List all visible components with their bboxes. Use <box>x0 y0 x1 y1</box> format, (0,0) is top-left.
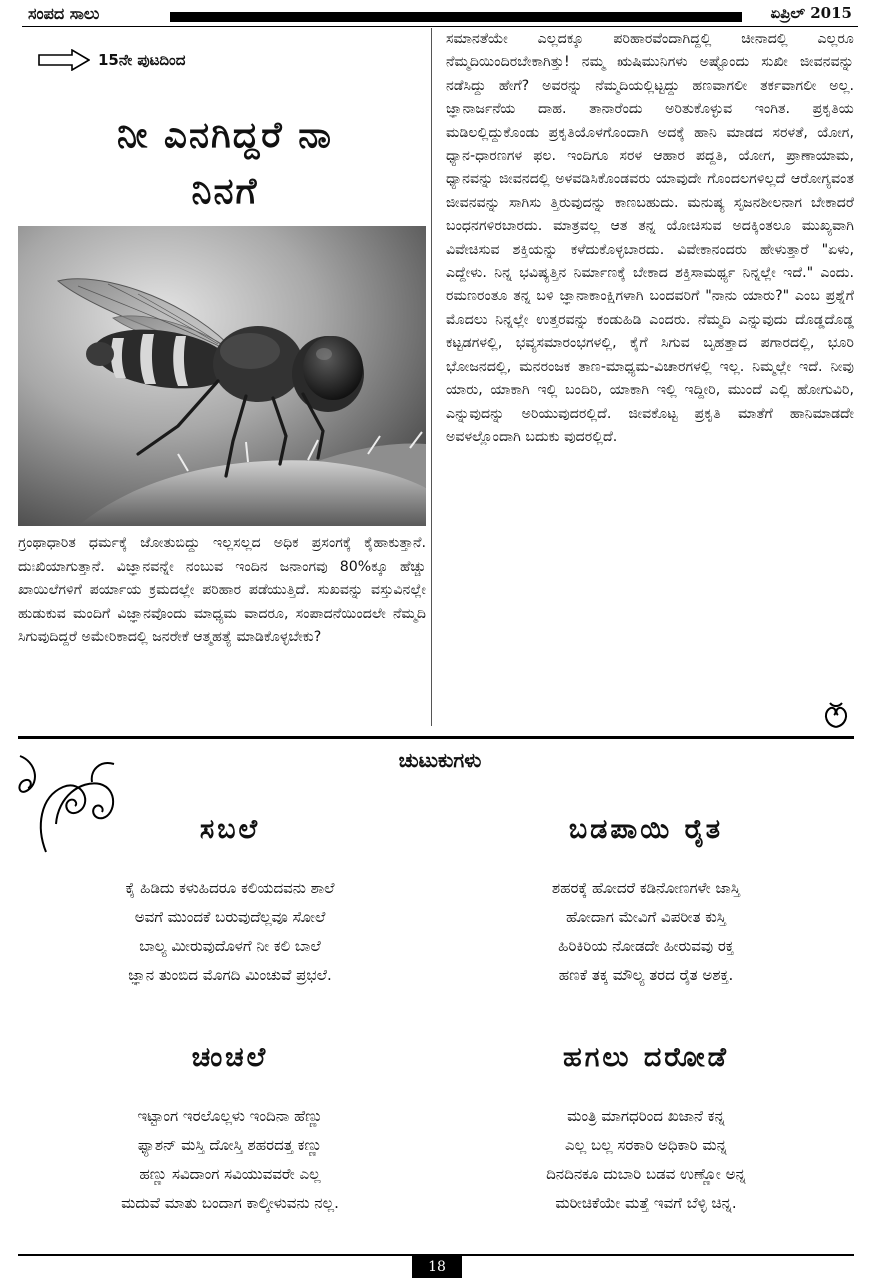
poem-lines <box>456 874 836 990</box>
poem-title: ಹಗಲು ದರೋಡೆ <box>563 1042 729 1073</box>
poem-line: ಹಿರಿಕಿರಿಯ ನೋಡದೇ ಹೀರುವವು ರಕ್ತ <box>558 937 734 955</box>
arrow-right-icon <box>38 49 90 71</box>
poem-line: ಕೈ ಹಿಡಿದು ಕಳುಹಿದರೂ ಕಲಿಯದವನು ಶಾಲೆ <box>125 879 335 897</box>
poem-line: ಎಲ್ಲ ಬಲ್ಲ ಸರಕಾರಿ ಅಧಿಕಾರಿ ಮನ್ನ <box>565 1136 727 1154</box>
poem-line: ಹಣಕೆ ತಕ್ಕ ಮೌಲ್ಯ ತರದ ರೈತ ಅಶಕ್ತ. <box>558 966 734 984</box>
poem-line: ಮಂತ್ರಿ ಮಾಗಧರಿಂದ ಖಜಾನೆ ಕನ್ನ <box>567 1107 725 1125</box>
article-title-line-1: ನೀ ಎನಗಿದ್ದರೆ ನಾ <box>116 115 333 156</box>
poem-lines <box>456 1102 836 1218</box>
continued-from-text: 15ನೇ ಪುಟದಿಂದ <box>98 51 186 69</box>
poem-title: ಚಂಚಲೆ <box>191 1042 269 1073</box>
poem-title: ಬಡಪಾಯಿ ರೈತ <box>568 814 724 845</box>
article-right-paragraph: ಸಮಾನತೆಯೇ ಎಲ್ಲದಕ್ಕೂ ಪರಿಹಾರವೆಂದಾಗಿದ್ದಲ್ಲಿ ಚೀನಾದಲ್ಲಿ ಎಲ್ಲರೂ ನೆಮ್ಮದಿಯಿಂದಿರಬೇಕಾಗಿತ್ತು! ನಮ್ಮ ಋಷಿಮುನಿಗಳು ಅಷ್ಟೊಂದು ಸುಖೀ ಜೀವನವನ್ನು ನಡೆಸಿದ್ದು ಹೇಗೆ? ಅವರನ್ನು ನೆಮ್ಮದಿಯಲ್ಲಿಟ್ಟದ್ದು ಹಣವಾಗಲೀ ತರ್ಕವಾಗಲೀ ಅಲ್ಲ. ಜ್ಞಾನಾರ್ಜನೆಯ ದಾಹ. ತಾನಾರೆಂದು ಅರಿತುಕೊಳ್ಳುವ ಇಂಗಿತ. ಪ್ರಕೃತಿಯ ಮಡಿಲಲ್ಲಿದ್ದುಕೊಂಡು ಪ್ರಕೃತಿಯೊಳಗೊಂದಾಗಿ ಅದಕ್ಕೆ ಹಾನಿ ಮಾಡದ ಸರಳತೆ, ಯೋಗ, ಧ್ಯಾನ-ಧಾರಣಗಳ ಫಲ. ಇಂದಿಗೂ ಸರಳ ಆಹಾರ ಪದ್ದತಿ, ಯೋಗ, ಪ್ರಾಣಾಯಾಮ, ಧ್ಯಾನವನ್ನು ಜೀವನದಲ್ಲಿ ಅಳವಡಿಸಿಕೊಂಡವರು ಯಾವುದೇ ಗೊಂದಲಗಳಿಲ್ಲದೆ ಆರೋಗ್ಯವಂತ ಜೀವನವನ್ನು ಸಾಗಿಸು ತ್ತಿರುವುದನ್ನು ಕಾಣಬಹುದು. ಮನುಷ್ಯ ಸೃಜನಶೀಲನಾಗ ಬೇಕಾದರೆ ಬಂಧನಗಳಿರಬಾರದು. ಮಾತ್ರವಲ್ಲ ಆತ ತನ್ನ ಯೋಚಿಸುವ ಅದಕ್ಕಿಂತಲೂ ಮುಖ್ಯವಾಗಿ ವಿವೇಚಿಸುವ ಶಕ್ತಿಯನ್ನು ಕಳೆದುಕೊಳ್ಳಬಾರದು. ವಿವೇಕಾನಂದರು ಹೇಳುತ್ತಾರೆ "ಏಳು, ಎದ್ದೇಳು. ನಿನ್ನ ಭವಿಷ್ಯತ್ತಿನ ನಿರ್ಮಾಣಕ್ಕೆ ಬೇಕಾದ ಶಕ್ತಿಸಾಮರ್ಥ್ಯ ನಿನ್ನಲ್ಲೇ ಇದೆ." ಎಂದು. ರಮಣರಂತೂ ತನ್ನ ಬಳಿ ಜ್ಞಾನಾಕಾಂಕ್ಷಿಗಳಾಗಿ ಬಂದವರಿಗೆ "ನಾನು ಯಾರು?" ಎಂಬ ಪ್ರಶ್ನೆಗೆ ಮೊದಲು ನಿನ್ನಲ್ಲೇ ಉತ್ತರವನ್ನು ಕಂಡುಹಿಡಿ ಎಂದರು. ನೆಮ್ಮದಿ ಎನ್ನುವುದು ದೊಡ್ಡದೊಡ್ಡ ಕಟ್ಟಡಗಳಲ್ಲಿ, ಭವ್ಯಸಮಾರಂಭಗಳಲ್ಲಿ, ಕೈಗೆ ಸಿಗುವ ಬೃಹತ್ತಾದ ಪಗಾರದಲ್ಲಿ, ಭೂರಿ ಭೋಜನದಲ್ಲಿ, ಮನರಂಜಕ ತಾಣ-ಮಾಧ್ಯಮ-ವಿಚಾರಗಳಲ್ಲಿ ಇಲ್ಲ. ನಿಮ್ಮಲ್ಲೇ ಇದೆ. ನೀವು ಯಾರು, ಯಾಕಾಗಿ ಇಲ್ಲಿ ಬಂದಿರಿ, ಯಾಕಾಗಿ ಇಲ್ಲಿ ಇದ್ದೀರಿ, ಮುಂದೆ ಎಲ್ಲಿ ಹೋಗುವಿರಿ, ಎನ್ನುವುದನ್ನು ಅರಿಯುವುದರಲ್ಲಿದೆ. ಜೀವಕೊಟ್ಟ ಪ್ರಕೃತಿ ಮಾತೆಗೆ ಹಾನಿಮಾಡದೇ ಅವಳಲ್ಲೊಂದಾಗಿ ಬದುಕು ವುದರಲ್ಲಿದೆ. <box>446 31 854 445</box>
header-bar <box>170 12 742 22</box>
article-title-line-2: ನಿನಗೆ <box>191 171 259 212</box>
issue-date: ಏಪ್ರಿಲ್ 2015 <box>770 4 852 22</box>
poem-chanchale <box>40 1036 420 1218</box>
page-number: 18 <box>412 1256 462 1278</box>
magazine-name: ಸಂಪದ ಸಾಲು <box>28 4 100 23</box>
section-title: ಚುಟುಕುಗಳು <box>398 748 482 772</box>
section-rule <box>18 736 854 739</box>
continued-note <box>38 48 185 72</box>
poem-line: ದಿನದಿನಕೂ ದುಬಾರಿ ಬಡವ ಉಣ್ಣೋ ಅನ್ನ <box>546 1165 746 1183</box>
poem-lines <box>40 874 420 990</box>
page-header <box>22 4 858 26</box>
poem-line: ಫ್ಯಾಶನ್ ಮಸ್ತಿ ದೋಸ್ತಿ ಶಹರದತ್ತ ಕಣ್ಣು <box>137 1136 323 1154</box>
poem-line: ಮರೀಚಿಕೆಯೇ ಮತ್ತೆ ಇವಗೆ ಬೆಳ್ಳಿ ಚಿನ್ನ. <box>555 1194 737 1212</box>
poem-line: ಶಹರಕ್ಕೆ ಹೋದರೆ ಕಡಿನೋಣಗಳೇ ಜಾಸ್ತಿ <box>551 879 741 897</box>
poem-sabale <box>40 808 420 990</box>
poem-line: ಇಟ್ಟಾಂಗ ಇರಲೊಲ್ಲಳು ಇಂದಿನಾ ಹೆಣ್ಣು <box>137 1107 323 1125</box>
poem-badapayi-raita <box>456 808 836 990</box>
poem-line: ಹಣ್ಣು ಸವಿದಾಂಗ ಸವಿಯುವವರೇ ಎಲ್ಲ <box>139 1165 321 1183</box>
article-title <box>40 108 410 220</box>
poem-line: ಮದುವೆ ಮಾತು ಬಂದಾಗ ಕಾಲ್ಕೀಳುವನು ನಲ್ಲ. <box>121 1194 339 1212</box>
poem-hagalu-darode <box>456 1036 836 1218</box>
column-divider <box>431 28 432 726</box>
flourish-icon <box>820 700 852 730</box>
fly-photo <box>18 226 426 526</box>
poem-line: ಅವಗೆ ಮುಂದಕೆ ಬರುವುದೆಲ್ಲವೂ ಸೋಲೆ <box>134 908 326 926</box>
poem-title: ಸಬಲೆ <box>199 814 261 845</box>
poem-line: ಜ್ಞಾನ ತುಂಬಿದ ಮೊಗದಿ ಮಿಂಚುವೆ ಪ್ರಭಲೆ. <box>128 966 332 984</box>
poem-line: ಹೋದಾಗ ಮೇವಿಗೆ ವಿಪರೀತ ಕುಸ್ತಿ <box>565 908 727 926</box>
header-rule <box>22 26 858 27</box>
poem-lines <box>40 1102 420 1218</box>
poem-line: ಬಾಲ್ಯ ಮೀರುವುದೊಳಗೆ ನೀ ಕಲಿ ಬಾಲೆ <box>139 937 321 955</box>
article-left-paragraph: ಗ್ರಂಥಾಧಾರಿತ ಧರ್ಮಕ್ಕೆ ಜೋತುಬಿದ್ದು ಇಲ್ಲಸಲ್ಲದ ಅಧಿಕ ಪ್ರಸಂಗಕ್ಕೆ ಕೈಹಾಕುತ್ತಾನೆ. ದುಃಖಿಯಾಗುತ್ತಾನೆ. ವಿಜ್ಞಾನವನ್ನೇ ನಂಬುವ ಇಂದಿನ ಜನಾಂಗವು 80%ಕ್ಕೂ ಹೆಚ್ಚು ಖಾಯಿಲೆಗಳಿಗೆ ಪರ್ಯಾಯ ಕ್ರಮದಲ್ಲೇ ಪರಿಹಾರ ಪಡೆಯುತ್ತಿದೆ. ಸುಖವನ್ನು ವಸ್ತುವಿನಲ್ಲೇ ಹುಡುಕುವ ಮಂದಿಗೆ ವಿಜ್ಞಾನವೊಂದು ಮಾಧ್ಯಮ ವಾದರೂ, ಸಂಪಾದನೆಯಿಂದಲೇ ನೆಮ್ಮದಿ ಸಿಗುವುದಿದ್ದರೆ ಅಮೇರಿಕಾದಲ್ಲಿ ಜನರೇಕೆ ಆತ್ಮಹತ್ಯೆ ಮಾಡಿಕೊಳ್ಳಬೇಕು? <box>18 535 426 645</box>
